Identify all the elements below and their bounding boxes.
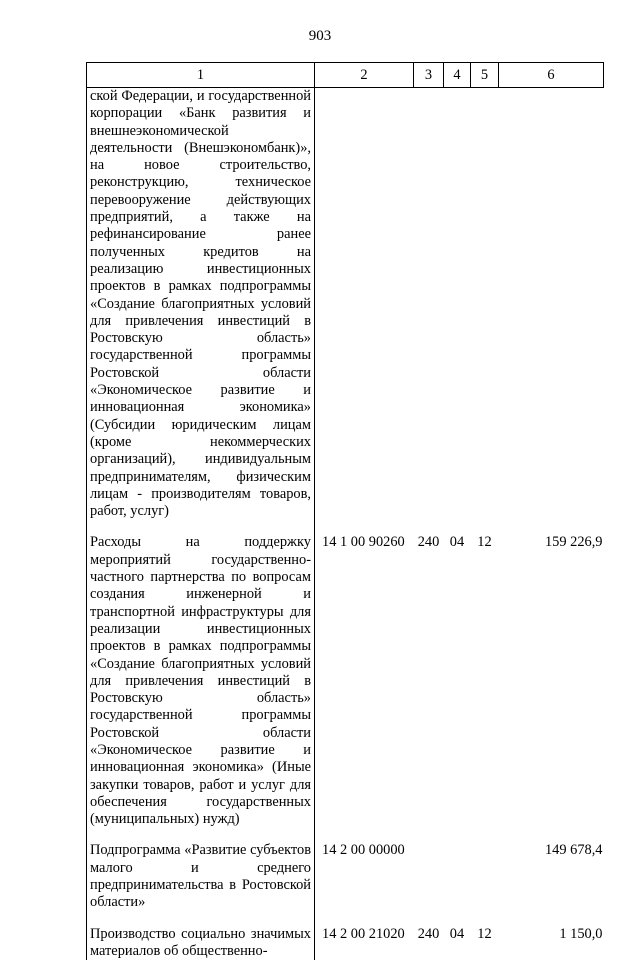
row-section <box>444 842 471 911</box>
table-row <box>87 88 604 521</box>
row-expense-type: 240 <box>417 925 440 942</box>
row-section: 04 <box>449 925 465 942</box>
row-target-code <box>315 88 414 521</box>
row-section <box>444 88 471 521</box>
row-section: 04 <box>449 534 465 551</box>
column-header-6: 6 <box>499 63 604 88</box>
column-header-4: 4 <box>444 63 471 88</box>
column-header-5: 5 <box>471 63 499 88</box>
column-header-2: 2 <box>315 63 414 88</box>
row-amount: 1 150,0 <box>559 925 603 942</box>
row-description: Производство социально значимых материалов об общественно- <box>87 926 315 960</box>
row-amount <box>499 88 604 521</box>
row-spacer <box>87 912 604 926</box>
column-header-3: 3 <box>414 63 444 88</box>
row-expense-type <box>414 842 444 911</box>
row-subsection <box>471 88 499 521</box>
row-amount: 149 678,4 <box>544 842 603 859</box>
table-row <box>87 842 604 911</box>
row-description: ской Федерации, и государственной корпорации «Банк развития и внешнеэкономической деятельности (Внешэкономбанк)», на новое строительство, реконструкцию, техническое перевооружение действующих предприятий, а также на рефинансирование ранее полученных кредитов на реализацию инвестиционных проектов в рамках подпрограммы «Создание благоприятных условий для привлечения инвестиций в Ростовскую область» государственной программы Ростовской области «Экономическое развитие и инновационная экономика» (Субсидии юридическим лицам (кроме некоммерческих организаций), индивидуальным предпринимателям, физическим лицам - производителям товаров, работ, услуг) <box>87 88 315 521</box>
row-description: Расходы на поддержку мероприятий государственно-частного партнерства по вопросам создания инженерной и транспортной инфраструктуры для реализации инвестиционных проектов в рамках подпрограммы «Создание благоприятных условий для привлечения инвестиций в Ростовскую область» государственной программы Ростовской области «Экономическое развитие и инновационная экономика» (Иные закупки товаров, работ и услуг для обеспечения государственных (муниципальных) нужд) <box>87 534 315 828</box>
row-description: Подпрограмма «Развитие субъектов малого и среднего предпринимательства в Ростовской области» <box>87 842 315 911</box>
row-spacer <box>87 520 604 534</box>
row-amount: 159 226,9 <box>544 534 603 551</box>
row-target-code: 14 1 00 90260 <box>322 534 405 551</box>
row-expense-type: 240 <box>417 534 440 551</box>
row-subsection <box>471 842 499 911</box>
row-expense-type <box>414 88 444 521</box>
column-header-1: 1 <box>87 63 315 88</box>
table-row <box>87 534 604 828</box>
page-number: 903 <box>308 28 332 44</box>
row-subsection: 12 <box>477 925 492 942</box>
row-target-code: 14 2 00 00000 <box>322 842 405 859</box>
budget-table <box>86 62 604 960</box>
table-row <box>87 926 604 960</box>
row-spacer <box>87 828 604 842</box>
row-target-code: 14 2 00 21020 <box>322 925 405 942</box>
table-header-row <box>87 63 604 88</box>
row-subsection: 12 <box>477 534 492 551</box>
